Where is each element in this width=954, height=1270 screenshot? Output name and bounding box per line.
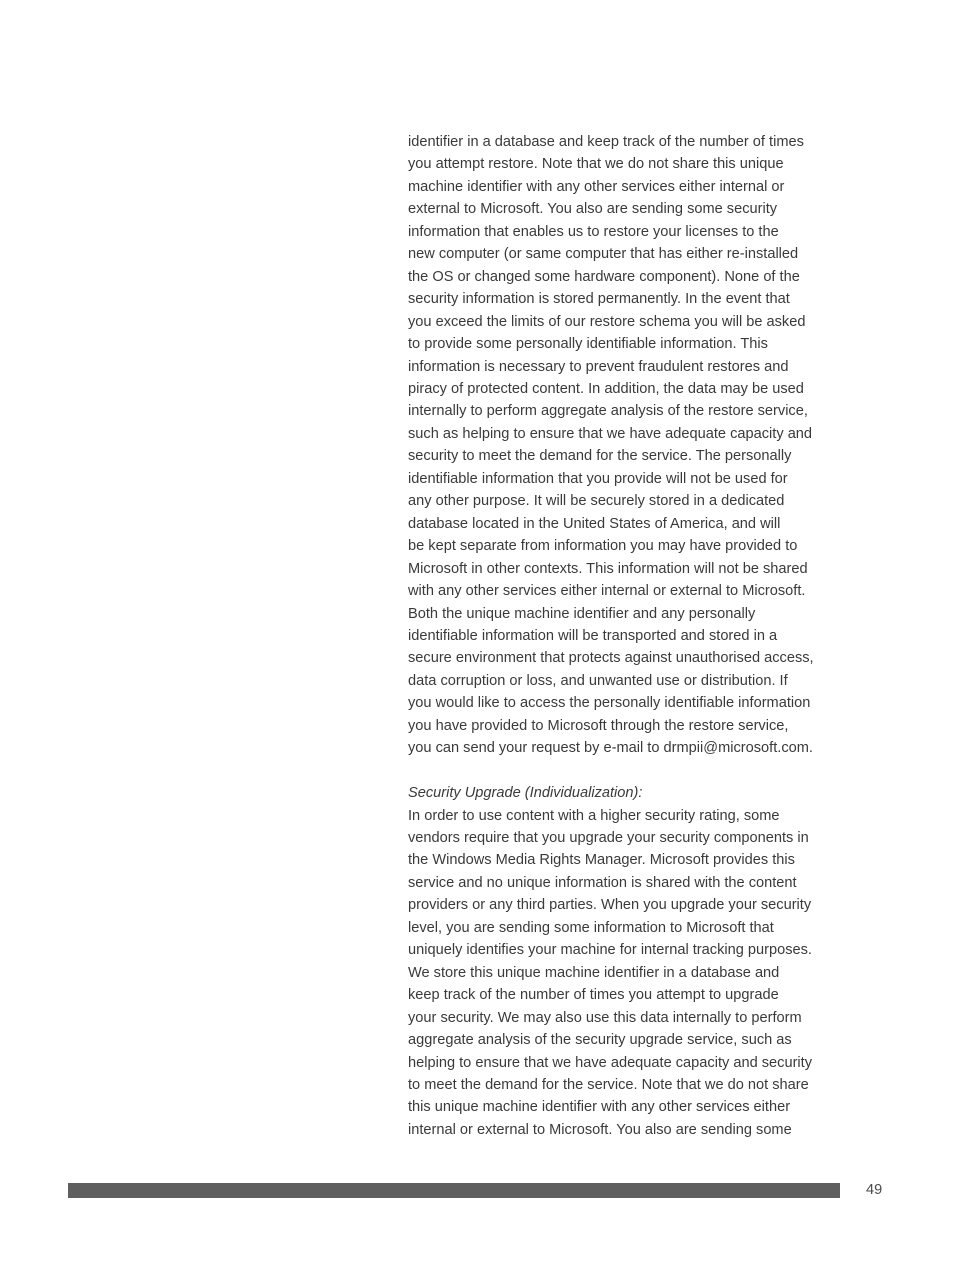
text-line: keep track of the number of times you attempt to upgrade xyxy=(408,987,779,1004)
text-line: identifier in a database and keep track of the number of times xyxy=(408,134,804,150)
text-line: be kept separate from information you may have provided to xyxy=(408,538,798,555)
text-line: identifiable information that you provide will not be used for xyxy=(408,470,788,487)
text-line: information that enables us to restore your licenses to the xyxy=(408,223,779,240)
text-line: you would like to access the personally identifiable information xyxy=(408,695,811,712)
text-line: database located in the United States of America, and will xyxy=(408,515,781,532)
text-line: Microsoft in other contexts. This information will not be shared xyxy=(408,560,808,577)
paragraph-restore-service xyxy=(408,131,848,760)
text-line: service and no unique information is shared with the content xyxy=(408,874,797,891)
text-column xyxy=(408,131,848,1141)
text-line: external to Microsoft. You also are sending some security xyxy=(408,201,778,218)
text-line: security information is stored permanently. In the event that xyxy=(408,291,790,308)
text-line: helping to ensure that we have adequate capacity and security xyxy=(408,1054,813,1071)
text-line: such as helping to ensure that we have adequate capacity and xyxy=(408,425,813,442)
footer-bar xyxy=(68,1183,840,1198)
text-line: vendors require that you upgrade your security components in xyxy=(408,830,809,847)
text-line: the OS or changed some hardware component). None of the xyxy=(408,268,800,285)
text-line: this unique machine identifier with any other services either xyxy=(408,1099,791,1116)
section-heading-security-upgrade: Security Upgrade (Individualization): xyxy=(408,785,643,802)
text-line: internal or external to Microsoft. You also are sending some xyxy=(408,1121,792,1138)
text-line: with any other services either internal or external to Microsoft. xyxy=(408,583,806,600)
text-line: piracy of protected content. In addition, the data may be used xyxy=(408,380,804,397)
text-line: your security. We may also use this data internally to perform xyxy=(408,1009,802,1026)
paragraph-security-upgrade xyxy=(408,805,848,1142)
text-line: any other purpose. It will be securely stored in a dedicated xyxy=(408,493,785,510)
text-line: you exceed the limits of our restore schema you will be asked xyxy=(408,313,806,330)
text-line: Both the unique machine identifier and any personally xyxy=(408,605,756,622)
text-line: machine identifier with any other services either internal or xyxy=(408,178,785,195)
text-line: providers or any third parties. When you upgrade your security xyxy=(408,897,812,914)
text-line: level, you are sending some information to Microsoft that xyxy=(408,919,774,936)
text-line: you can send your request by e-mail to drmpii@microsoft.com. xyxy=(408,740,813,757)
paragraph-gap xyxy=(408,760,848,782)
text-line: you attempt restore. Note that we do not share this unique xyxy=(408,156,784,173)
text-line: We store this unique machine identifier in a database and xyxy=(408,964,780,981)
text-line: internally to perform aggregate analysis of the restore service, xyxy=(408,403,808,420)
text-line: to meet the demand for the service. Note that we do not share xyxy=(408,1077,809,1094)
text-line: the Windows Media Rights Manager. Microsoft provides this xyxy=(408,852,795,869)
text-line: In order to use content with a higher security rating, some xyxy=(408,807,780,824)
text-line: information is necessary to prevent fraudulent restores and xyxy=(408,358,789,375)
text-line: secure environment that protects against unauthorised access, xyxy=(408,650,814,667)
text-line: aggregate analysis of the security upgrade service, such as xyxy=(408,1032,792,1049)
text-line: identifiable information will be transported and stored in a xyxy=(408,627,778,644)
text-line: to provide some personally identifiable information. This xyxy=(408,336,768,353)
text-line: security to meet the demand for the service. The personally xyxy=(408,448,792,465)
text-line: new computer (or same computer that has either re-installed xyxy=(408,246,799,263)
text-line: data corruption or loss, and unwanted use or distribution. If xyxy=(408,672,788,689)
text-line: you have provided to Microsoft through the restore service, xyxy=(408,717,789,734)
text-line: uniquely identifies your machine for internal tracking purposes. xyxy=(408,942,812,959)
page-number: 49 xyxy=(866,1182,883,1198)
